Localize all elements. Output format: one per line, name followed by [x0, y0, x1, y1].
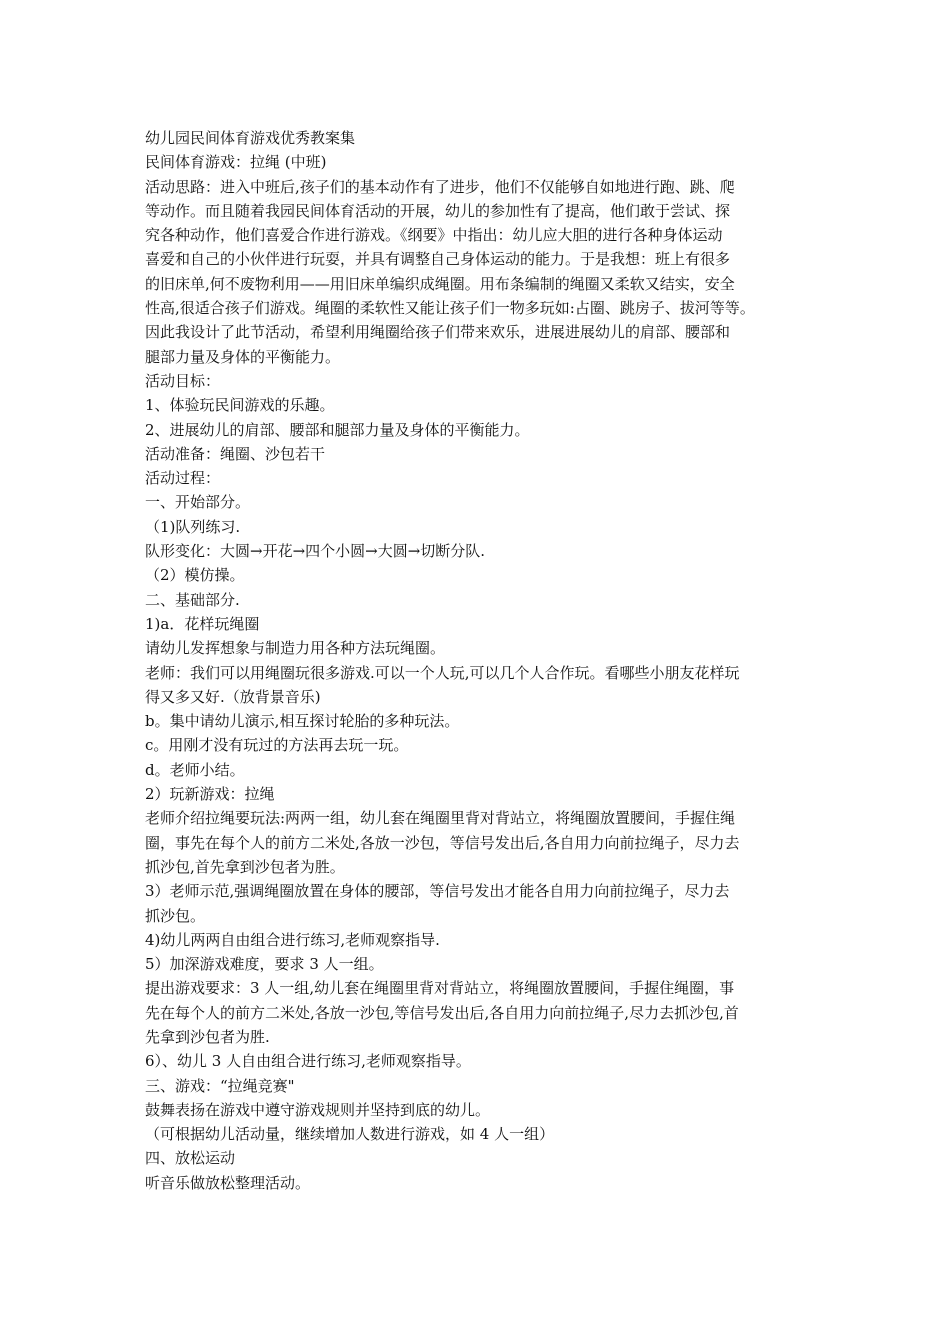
text-line: 5）加深游戏难度，要求 3 人一组。: [145, 955, 384, 974]
text-line: 民间体育游戏：拉绳 (中班): [145, 153, 327, 172]
document-body: [145, 126, 813, 1195]
text-line: 因此我设计了此节活动，希望利用绳圈给孩子们带来欢乐，进展进展幼儿的肩部、腰部和: [145, 323, 731, 342]
text-line: 老师：我们可以用绳圈玩很多游戏.可以一个人玩,可以几个人合作玩。看哪些小朋友花样玩: [145, 663, 740, 682]
text-line: 一、开始部分。: [145, 493, 251, 512]
text-line: 请幼儿发挥想象与制造力用各种方法玩绳圈。: [145, 639, 446, 658]
text-line: 4)幼儿两两自由组合进行练习,老师观察指导.: [145, 930, 440, 949]
text-line: 究各种动作，他们喜爱合作进行游戏。《纲要》中指出：幼儿应大胆的进行各种身体运动: [145, 226, 723, 245]
text-line: 性高,很适合孩子们游戏。绳圈的柔软性又能让孩子们一物多玩如:占圈、跳房子、拔河等等。: [145, 299, 755, 318]
text-line: 抓沙包,首先拿到沙包者为胜。: [145, 857, 345, 876]
text-line: 活动目标：: [145, 371, 221, 390]
text-line: 三、游戏：“拉绳竞赛": [145, 1076, 295, 1095]
text-line: 抓沙包。: [145, 906, 206, 925]
text-line: 先在每个人的前方二米处,各放一沙包,等信号发出后,各自用力向前拉绳子,尽力去抓沙包,首: [145, 1003, 739, 1022]
text-line: d。老师小结。: [145, 760, 245, 779]
text-line: 活动过程：: [145, 469, 221, 488]
text-line: 1、体验玩民间游戏的乐趣。: [145, 396, 335, 415]
text-line: 2）玩新游戏：拉绳: [145, 785, 275, 804]
text-line: 活动思路：进入中班后,孩子们的基本动作有了进步，他们不仅能够自如地进行跑、跳、爬: [145, 177, 735, 196]
text-line: 听音乐做放松整理活动。: [145, 1173, 311, 1192]
text-line: 队形变化：大圆→开花→四个小圆→大圆→切断分队.: [145, 542, 486, 561]
text-line: 6）、幼儿 3 人自由组合进行练习,老师观察指导。: [145, 1052, 471, 1071]
text-line: 的旧床单,何不废物利用——用旧床单编织成绳圈。用布条编制的绳圈又柔软又结实，安全: [145, 274, 735, 293]
text-line: （1)队列练习.: [145, 517, 241, 536]
text-line: b。集中请幼儿演示,相互探讨轮胎的多种玩法。: [145, 712, 460, 731]
text-line: 提出游戏要求：3 人一组,幼儿套在绳圈里背对背站立，将绳圈放置腰间，手握住绳圈，事: [145, 979, 735, 998]
text-line: 二、基础部分.: [145, 590, 240, 609]
text-line: 等动作。而且随着我园民间体育活动的开展，幼儿的参加性有了提高，他们敢于尝试、探: [145, 201, 731, 220]
text-line: 2、进展幼儿的肩部、腰部和腿部力量及身体的平衡能力。: [145, 420, 530, 439]
text-line: 鼓舞表扬在游戏中遵守游戏规则并坚持到底的幼儿。: [145, 1100, 491, 1119]
document-title: 幼儿园民间体育游戏优秀教案集: [145, 129, 356, 147]
text-line: 得又多又好.（放背景音乐): [145, 687, 321, 706]
text-line: 老师介绍拉绳要玩法:两两一组，幼儿套在绳圈里背对背站立，将绳圈放置腰间，手握住绳: [145, 809, 736, 828]
text-line: 四、放松运动: [145, 1149, 236, 1168]
text-line: c。用刚才没有玩过的方法再去玩一玩。: [145, 736, 409, 755]
text-line: 圈，事先在每个人的前方二米处,各放一沙包，等信号发出后,各自用力向前拉绳子，尽力去: [145, 833, 740, 852]
text-line: 活动准备：绳圈、沙包若干: [145, 444, 326, 463]
text-line: 腿部力量及身体的平衡能力。: [145, 347, 341, 366]
text-line: （2）模仿操。: [145, 566, 245, 585]
text-line: 先拿到沙包者为胜.: [145, 1027, 270, 1046]
text-line: 3）老师示范,强调绳圈放置在身体的腰部，等信号发出才能各自用力向前拉绳子，尽力去: [145, 882, 730, 901]
text-line: （可根据幼儿活动量，继续增加人数进行游戏，如 4 人一组）: [145, 1125, 555, 1144]
text-line: 1)a．花样玩绳圈: [145, 614, 260, 633]
text-line: 喜爱和自己的小伙伴进行玩耍，并具有调整自己身体运动的能力。于是我想：班上有很多: [145, 250, 731, 269]
